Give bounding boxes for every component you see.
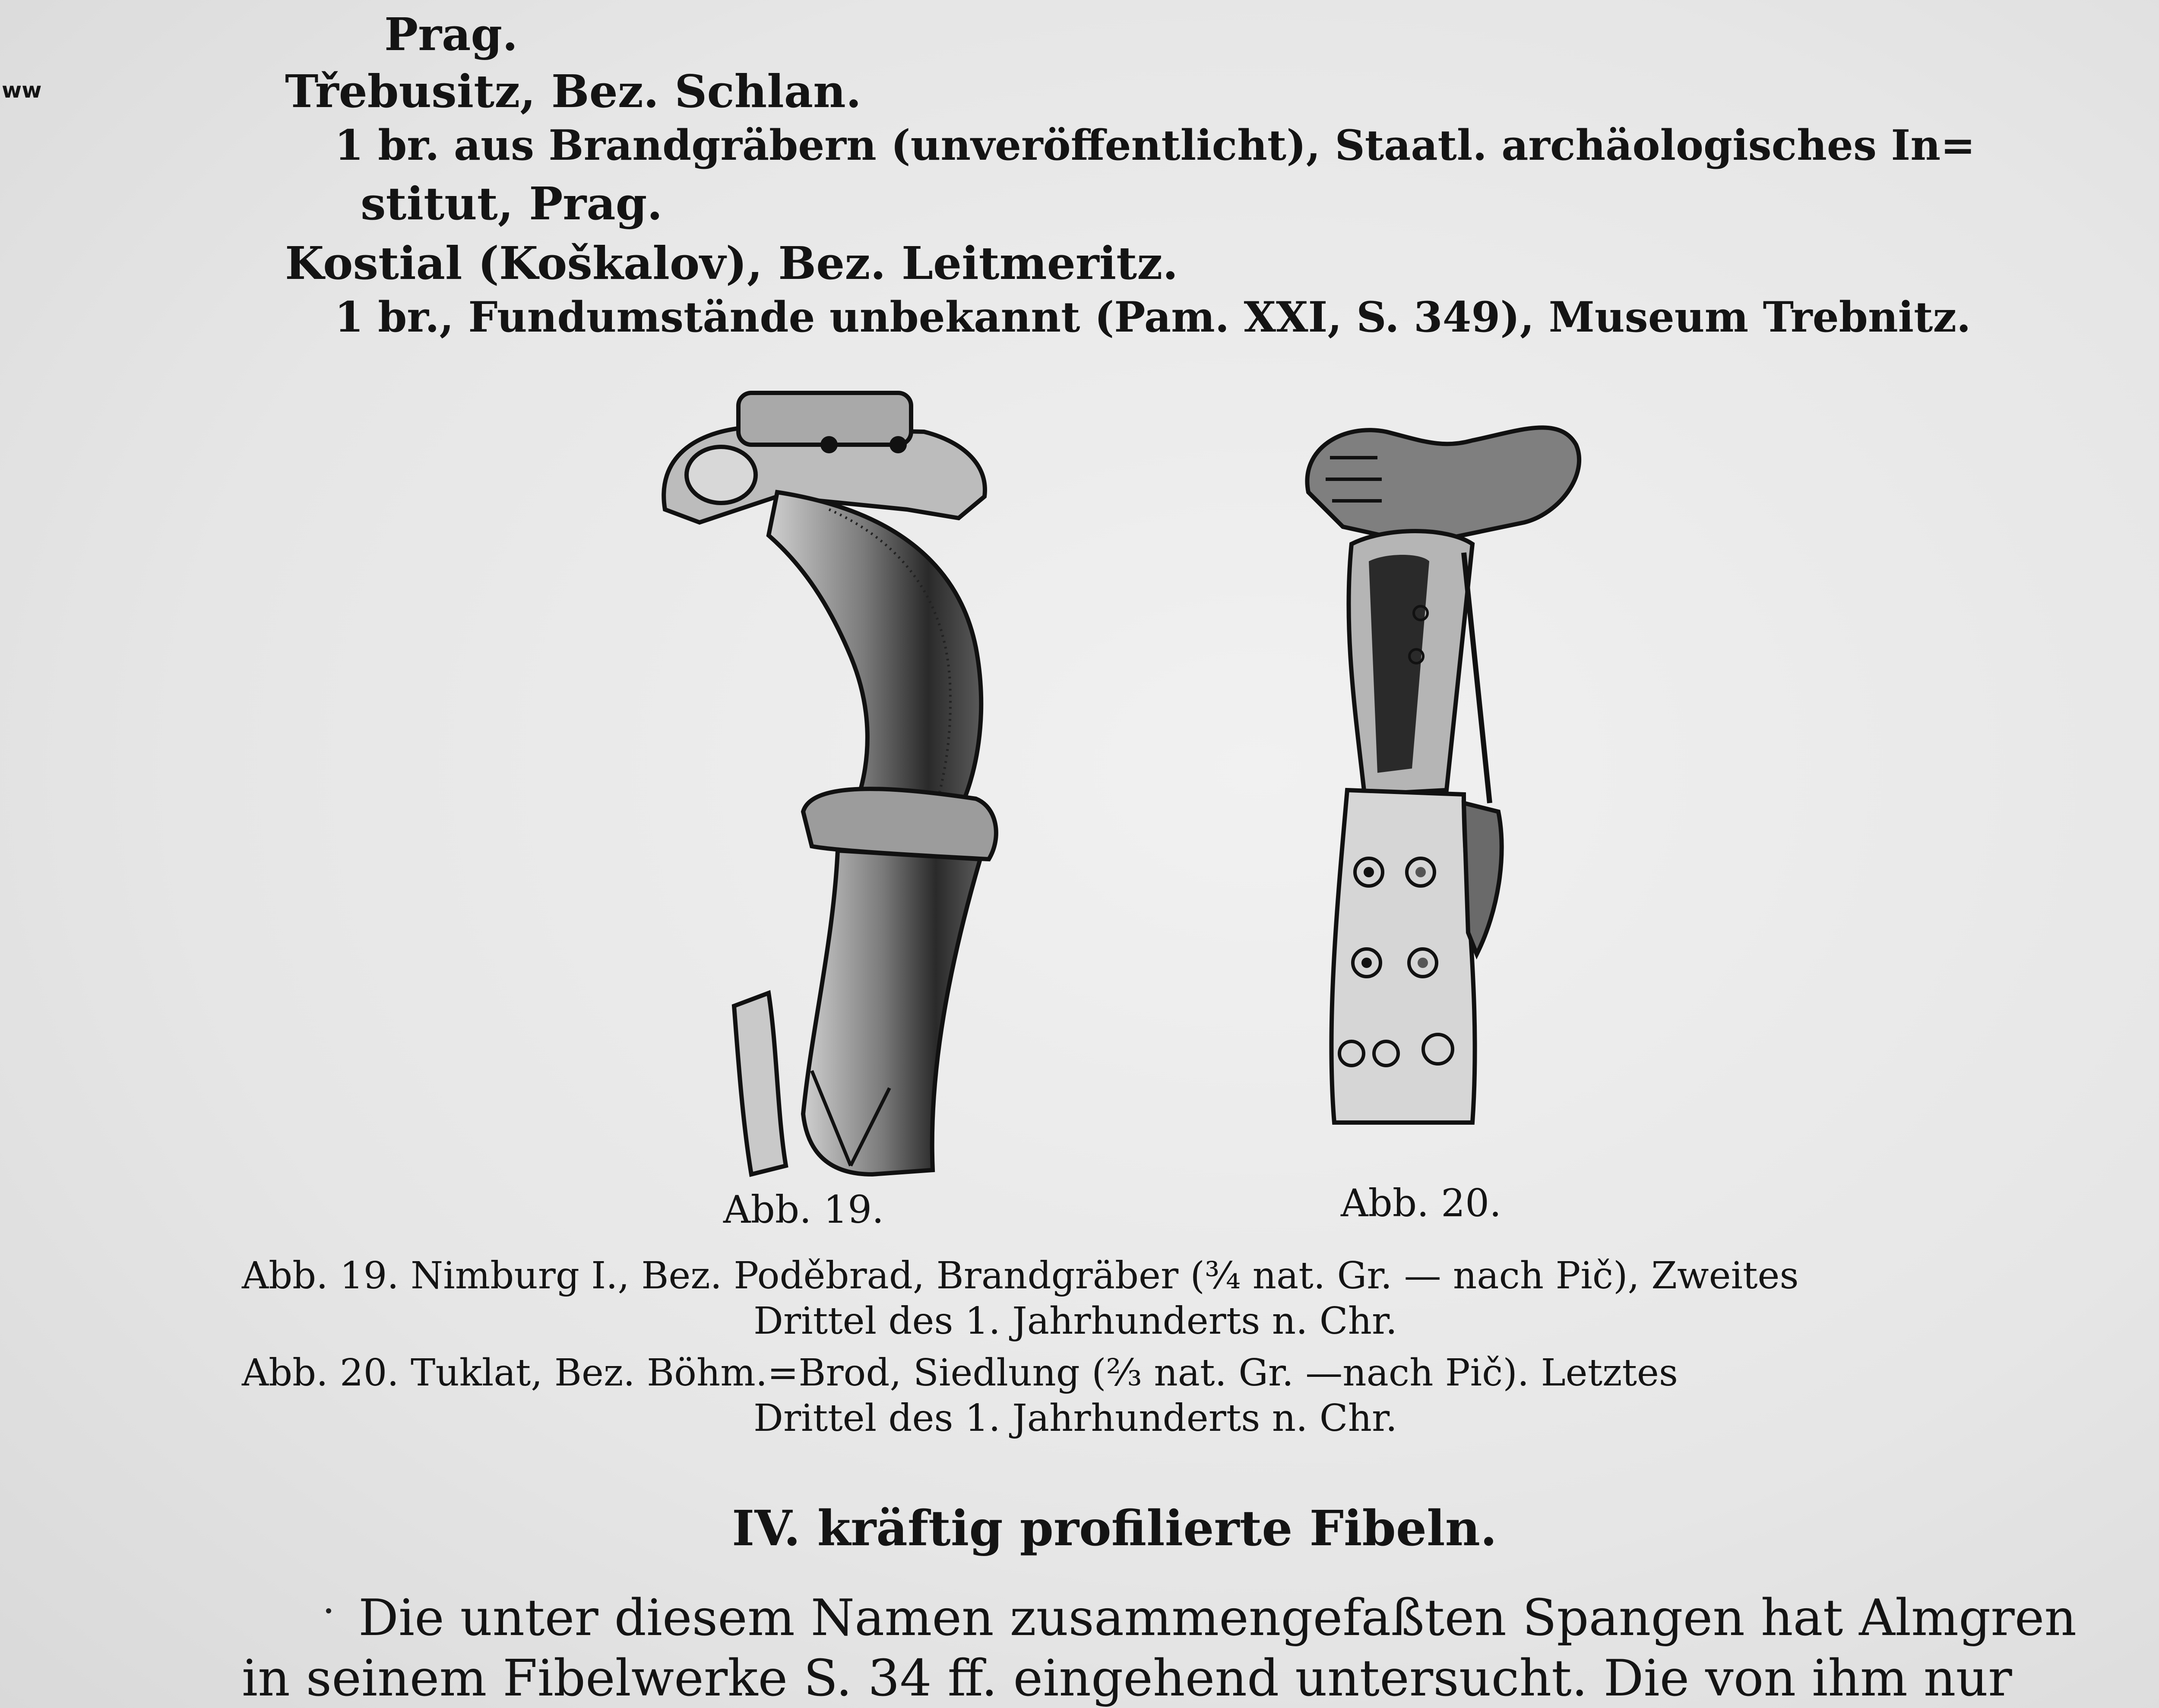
entry-detail-trebusitz-line1: 1 br. aus Brandgräbern (unveröffentlicht), Staatl. archäologisches In= [335,121,1975,170]
fibula-illustration-abb20 [1291,414,1593,1127]
figure-label-abb19: Abb. 19. [723,1187,884,1232]
body-text-line1: Die unter diesem Namen zusammengefaßten Spangen hat Almgren [358,1589,2077,1647]
entry-detail-trebusitz-line2: stitut, Prag. [361,177,663,230]
entry-place-trebusitz: Třebusitz, Bez. Schlan. [285,65,861,118]
fibula-illustration-abb19 [648,380,1019,1192]
top-continuation: Prag. [384,8,518,61]
figure-label-abb20: Abb. 20. [1341,1181,1502,1225]
entry-detail-kostial: 1 br., Fundumstände unbekannt (Pam. XXI, S. 349), Museum Trebnitz. [335,293,1971,342]
margin-dot [326,1608,331,1613]
section-heading: IV. kräftig profilierte Fibeln. [732,1500,1497,1557]
caption-abb19-line2: Drittel des 1. Jahrhunderts n. Chr. [753,1300,1397,1343]
body-text-line2: in seinem Fibelwerke S. 34 ff. eingehend untersucht. Die von ihm nur [242,1649,2012,1708]
entry-place-kostial: Kostial (Koškalov), Bez. Leitmeritz. [285,237,1178,290]
caption-abb20-line1: Abb. 20. Tuklat, Bez. Böhm.=Brod, Siedlung (⅔ nat. Gr. —nach Pič). Letztes [242,1351,1678,1395]
margin-mark: ww [2,78,42,103]
caption-abb19-line1: Abb. 19. Nimburg I., Bez. Poděbrad, Brandgräber (¾ nat. Gr. — nach Pič), Zweites [242,1254,1799,1297]
caption-abb20-line2: Drittel des 1. Jahrhunderts n. Chr. [753,1397,1397,1440]
